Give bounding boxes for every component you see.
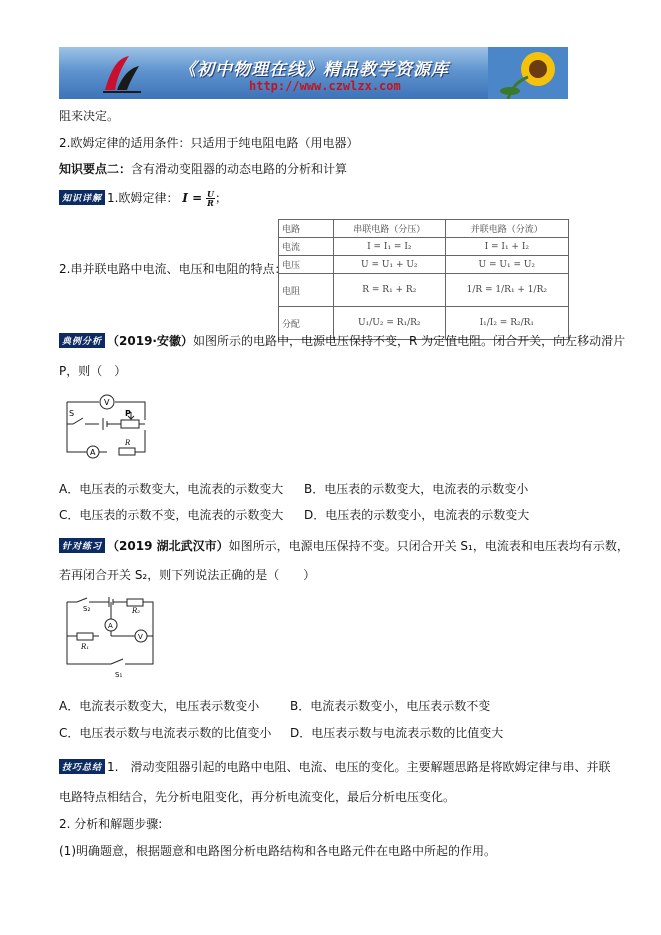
table-cell: U = U₁ = U₂ bbox=[445, 256, 568, 274]
practice-badge: 针对练习 bbox=[59, 538, 105, 553]
example-option-b[interactable]: B．电压表的示数变大，电流表的示数变小 bbox=[304, 482, 529, 496]
table-cell: U₁/U₂ = R₁/R₂ bbox=[334, 307, 446, 340]
sunflower-icon bbox=[488, 47, 568, 99]
header-banner bbox=[59, 47, 568, 99]
section-heading bbox=[59, 160, 347, 177]
table-cell: I = I₁ + I₂ bbox=[445, 238, 568, 256]
ammeter-label: A bbox=[108, 622, 113, 630]
summary-line-3: 2. 分析和解题步骤: bbox=[59, 817, 163, 831]
relation-table bbox=[278, 219, 569, 340]
voltmeter-label: V bbox=[104, 398, 110, 407]
practice-option-d[interactable]: D．电压表示数与电流表示数的比值变大 bbox=[290, 726, 504, 740]
banner-url[interactable]: http://www.czwlzx.com bbox=[249, 79, 401, 93]
table-row bbox=[279, 256, 569, 274]
formula-fraction bbox=[206, 190, 215, 207]
example-line-1 bbox=[59, 332, 625, 349]
switch-label: S bbox=[69, 409, 75, 418]
example-text: 如图所示的电路中，电源电压保持不变，R 为定值电阻。闭合开关，向左移动滑片 bbox=[192, 334, 626, 348]
text-line: 2.欧姆定律的适用条件：只适用于纯电阻电路（用电器） bbox=[59, 136, 359, 150]
table-header-row bbox=[279, 220, 569, 238]
table-cell: I₁/I₂ = R₂/R₁ bbox=[445, 307, 568, 340]
switch-s1-label: S₁ bbox=[115, 671, 123, 679]
section-heading-label: 知识要点二： bbox=[59, 162, 132, 176]
formula-end: ； bbox=[214, 191, 227, 205]
table-cell: 电流 bbox=[279, 238, 334, 256]
summary-badge: 技巧总结 bbox=[59, 759, 105, 774]
summary-line-4: (1)明确题意，根据题意和电路图分析电路结构和各电路元件在电路中所起的作用。 bbox=[59, 844, 497, 858]
slider-label: P bbox=[125, 409, 131, 418]
resistor-label: R bbox=[125, 439, 131, 447]
table-cell: R = R₁ + R₂ bbox=[334, 274, 446, 307]
table-cell: U = U₁ + U₂ bbox=[334, 256, 446, 274]
formula-denominator: R bbox=[207, 198, 214, 208]
example-option-d[interactable]: D．电压表的示数变小，电流表的示数变大 bbox=[304, 508, 530, 522]
table-cell: I = I₁ = I₂ bbox=[334, 238, 446, 256]
resistor-r2-label: R₂ bbox=[132, 607, 141, 615]
resistor-r1-label: R₁ bbox=[81, 643, 90, 651]
switch-s2-label: S₂ bbox=[83, 605, 91, 613]
example-source: （2019·安徽） bbox=[107, 334, 193, 348]
ammeter-label: A bbox=[90, 448, 96, 457]
table-cell: 电路 bbox=[279, 220, 334, 238]
practice-line-2: 若再闭合开关 S₂，则下列说法正确的是（ ） bbox=[59, 568, 316, 582]
practice-circuit-diagram bbox=[59, 594, 157, 682]
practice-line-1 bbox=[59, 537, 629, 554]
practice-source: （2019 湖北武汉市） bbox=[107, 539, 229, 553]
summary-text: 1. 滑动变阻器引起的电路中电阻、电流、电压的变化。主要解题思路是将欧姆定律与串、并联 bbox=[107, 760, 611, 774]
example-badge: 典例分析 bbox=[59, 333, 105, 348]
practice-option-a[interactable]: A．电流表示数变大，电压表示数变小 bbox=[59, 699, 260, 713]
ohms-law-label: 1.欧姆定律： bbox=[107, 191, 179, 205]
table-row bbox=[279, 274, 569, 307]
table-row bbox=[279, 238, 569, 256]
formula-numerator: U bbox=[206, 189, 214, 199]
text-line: 阻来决定。 bbox=[59, 109, 120, 123]
example-line-2: P，则（ ） bbox=[59, 364, 127, 378]
example-option-c[interactable]: C．电压表的示数不变，电流表的示数变大 bbox=[59, 508, 284, 522]
table-cell: 1/R = 1/R₁ + 1/R₂ bbox=[445, 274, 568, 307]
knowledge-badge: 知识详解 bbox=[59, 190, 105, 205]
site-logo-icon bbox=[99, 52, 143, 96]
banner-title: 《初中物理在线》精品教学资源库 bbox=[179, 60, 449, 80]
practice-option-c[interactable]: C．电压表示数与电流表示数的比值变小 bbox=[59, 726, 272, 740]
ohms-law-line bbox=[59, 189, 227, 207]
practice-option-b[interactable]: B．电流表示数变小，电压表示数不变 bbox=[290, 699, 491, 713]
formula-lhs: I = bbox=[182, 191, 203, 205]
summary-line-2: 电路特点相结合，先分析电阻变化，再分析电流变化，最后分析电压变化。 bbox=[59, 790, 456, 804]
table-cell: 电压 bbox=[279, 256, 334, 274]
section-heading-text: 含有滑动变阻器的动态电路的分析和计算 bbox=[131, 162, 348, 176]
summary-line-1 bbox=[59, 758, 610, 775]
table-cell: 串联电路（分压） bbox=[334, 220, 446, 238]
table-cell: 分配 bbox=[279, 307, 334, 340]
text-line: 2.串并联电路中电流、电压和电阻的特点： bbox=[59, 262, 287, 276]
table-cell: 电阻 bbox=[279, 274, 334, 307]
voltmeter-label: V bbox=[138, 633, 143, 641]
example-circuit-diagram bbox=[59, 394, 151, 464]
practice-text: 如图所示，电源电压保持不变。只闭合开关 S₁，电流表和电压表均有示数， bbox=[228, 539, 629, 553]
table-cell: 并联电路（分流） bbox=[445, 220, 568, 238]
example-option-a[interactable]: A．电压表的示数变大，电流表的示数变大 bbox=[59, 482, 284, 496]
